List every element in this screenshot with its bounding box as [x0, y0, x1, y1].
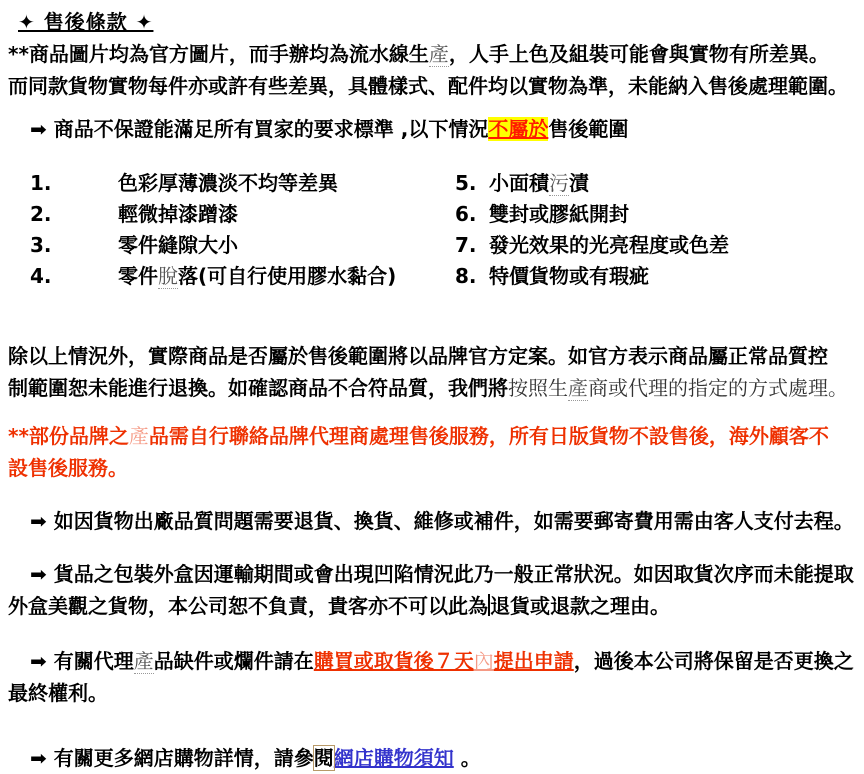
packaging-line-1: ➡ 貨品之包裝外盒因運輸期間或會出現凹陷情況此乃一般正常狀況。如因取貨次序而未能提取: [30, 558, 864, 590]
footer-prefix: ➡ 有關更多網店購物詳情，請參閱: [30, 746, 334, 770]
exclusion-notice-line: ➡ 商品不保證能滿足所有買家的要求標準 ,以下情況不屬於售後範圍: [30, 113, 864, 145]
list-number: 5.: [455, 171, 477, 195]
shipping-fee-line: ➡ 如因貨物出廠品質問題需要退貨、換貨、維修或補件，如需要郵寄費用需由客人支付去程。: [30, 505, 864, 537]
intro-line-1: **商品圖片均為官方圖片，而手辦均為流水線生產，人手上色及組裝可能會與實物有所差異。: [8, 42, 829, 66]
exclusion-list: [30, 168, 864, 292]
list-item-text: 零件脫落(可自行使用膠水黏合): [118, 264, 397, 288]
agency-notice-line-2: 設售後服務。: [8, 456, 128, 480]
list-number: 1.: [30, 171, 52, 195]
right-arrow-icon: ➡: [30, 649, 47, 673]
list-item-text: 特價貨物或有瑕疵: [489, 264, 649, 288]
footer-line: [30, 742, 864, 774]
verdict-line-1: 除以上情況外，實際商品是否屬於售後範圍將以品牌官方定案。如官方表示商品屬正常品質控: [8, 344, 828, 368]
list-item-text: 輕微掉漆蹭漆: [118, 202, 238, 226]
footer-suffix: 。: [453, 746, 481, 770]
right-arrow-icon: ➡: [30, 562, 47, 586]
list-row: [30, 261, 864, 292]
list-number: 7.: [455, 233, 477, 257]
list-item-text: 雙封或膠紙開封: [489, 202, 629, 226]
verdict-line-2: 制範圍恕未能進行退換。如確認商品不合符品質，我們將按照生產商或代理的指定的方式處理。: [8, 376, 848, 400]
agency-notice-line-1: **部份品牌之產品需自行聯絡品牌代理商處理售後服務，所有日版貨物不設售後，海外顧客不: [8, 424, 829, 448]
list-row: [30, 168, 864, 199]
list-number: 6.: [455, 202, 477, 226]
list-number: 3.: [30, 233, 52, 257]
list-row: [30, 199, 864, 230]
list-number: 4.: [30, 264, 52, 288]
highlighted-exclusion-phrase: 不屬於: [488, 117, 549, 141]
list-item-text: 小面積污漬: [489, 171, 589, 195]
list-number: 2.: [30, 202, 52, 226]
list-item-text: 發光效果的光亮程度或色差: [489, 233, 729, 257]
page-title-row: [8, 6, 864, 38]
page-title: ✦ 售後條款 ✦: [18, 10, 154, 34]
list-row: [30, 230, 864, 261]
list-item-text: 色彩厚薄濃淡不均等差異: [118, 171, 338, 195]
intro-line-2: 而同款貨物實物每件亦或許有些差異，具體樣式、配件均以實物為準，未能納入售後處理範圍。: [8, 74, 848, 98]
right-arrow-icon: ➡: [30, 117, 47, 141]
claims-line-1: ➡ 有關代理產品缺件或爛件請在購買或取貨後７天內提出申請，過後本公司將保留是否更換之: [30, 645, 864, 677]
shop-guide-link[interactable]: 網店購物須知: [333, 746, 454, 770]
claims-line-2: 最終權利。: [8, 681, 108, 705]
list-item-text: 零件縫隙大小: [118, 233, 238, 257]
list-number: 8.: [455, 264, 477, 288]
right-arrow-icon: ➡: [30, 509, 47, 533]
packaging-line-2: 外盒美觀之貨物，本公司恕不負責，貴客亦不可以此為 退貨或退款之理由。: [8, 594, 670, 618]
right-arrow-icon: ➡: [30, 746, 47, 770]
